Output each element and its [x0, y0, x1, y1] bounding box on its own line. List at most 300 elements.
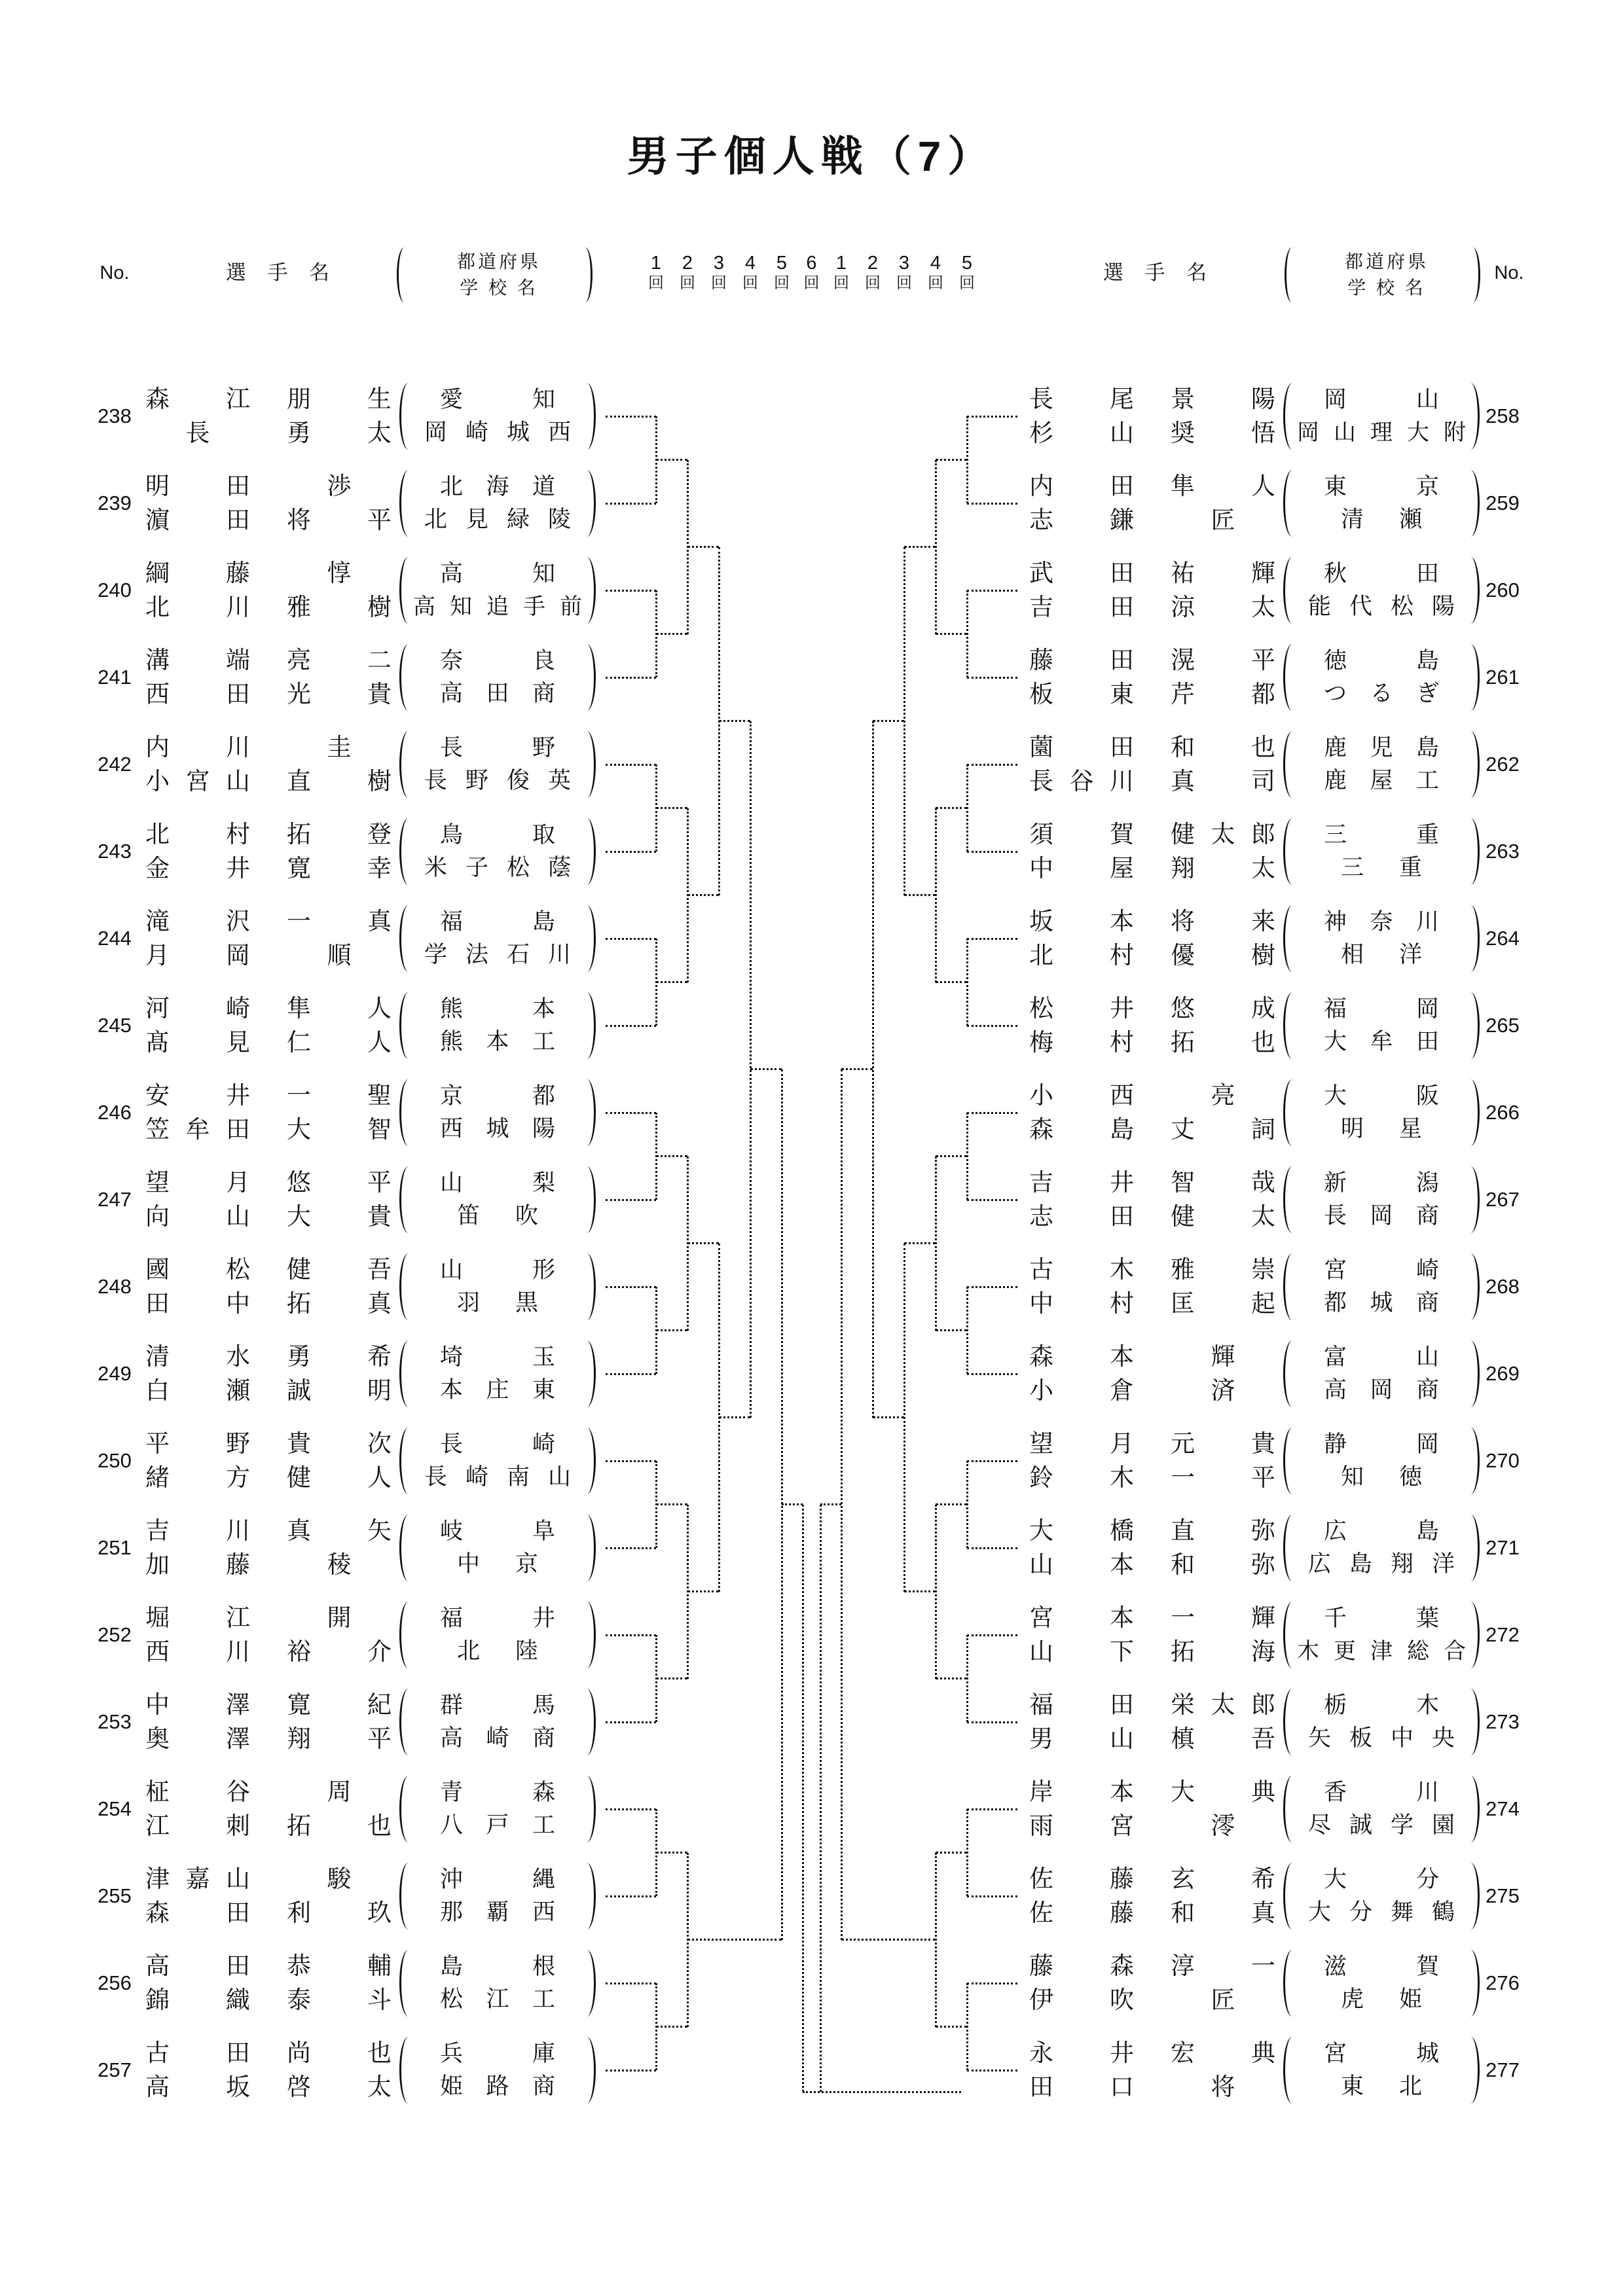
player2-surname: 高坂 [145, 2073, 250, 2100]
player1-row [1021, 469, 1283, 503]
affiliation-paren-close-icon [585, 1253, 596, 1320]
player1-row [137, 556, 399, 590]
bracket-line [936, 459, 967, 461]
affiliation-text [1294, 993, 1468, 1058]
entry-number: 241 [98, 666, 132, 689]
player2-givenname: 仁人 [287, 1029, 392, 1056]
player2-surname: 加藤 [145, 1551, 250, 1578]
player2-row [1021, 1635, 1283, 1669]
affiliation-paren-open-icon [399, 992, 410, 1059]
player1-givenname: 開 [327, 1604, 352, 1631]
player1-surname: 綱藤 [145, 560, 250, 586]
affiliation-paren-close-icon [585, 1863, 596, 1929]
affiliation-paren-open-icon [1283, 731, 1294, 798]
player2-row [137, 939, 399, 973]
affiliation-paren-open-icon [1283, 1602, 1294, 1668]
bracket-entry [1021, 550, 1525, 631]
bracket-line [687, 1590, 719, 1592]
round-suffix: 回 [711, 274, 727, 292]
affiliation-text [1294, 645, 1468, 710]
entry-affiliation [1283, 1863, 1480, 1929]
player1-row [1021, 1427, 1283, 1461]
affiliation-text [1294, 1167, 1468, 1232]
entry-number: 249 [98, 1362, 132, 1385]
bracket-line [967, 677, 1017, 679]
affiliation-paren-close-icon [585, 818, 596, 885]
affiliation-paren-open-icon [1283, 1863, 1294, 1929]
bracket-line [967, 1721, 1017, 1723]
player2-row [1021, 1809, 1283, 1843]
player2-givenname: 大貴 [287, 1203, 392, 1230]
prefecture-name: 埼玉 [440, 1344, 555, 1370]
bracket-entry [1021, 1856, 1525, 1937]
player1-surname: 武田 [1029, 560, 1134, 586]
affiliation-paren-close-icon [585, 2037, 596, 2104]
entry-player-names [137, 730, 399, 798]
entry-player-names [137, 1427, 399, 1495]
player2-surname: 長谷川 [1029, 768, 1134, 795]
round-label [735, 253, 765, 293]
school-name: 那覇西 [440, 1899, 555, 1925]
affiliation-text [1294, 471, 1468, 536]
bracket-entry [92, 1768, 596, 1850]
player2-givenname: 奨悟 [1171, 420, 1275, 446]
player1-givenname: 一真 [287, 908, 392, 935]
bracket-line [967, 938, 1017, 940]
affiliation-text [410, 906, 585, 971]
player1-surname: 吉川 [145, 1517, 250, 1544]
prefecture-name: 徳島 [1324, 648, 1439, 673]
bracket-entry [92, 724, 596, 805]
entry-player-names [137, 1514, 399, 1582]
affiliation-paren-close-icon [585, 1689, 596, 1755]
prefecture-name: 広島 [1324, 1518, 1439, 1544]
prefecture-name: 鹿児島 [1324, 735, 1439, 761]
prefecture-name: 大分 [1324, 1867, 1439, 1892]
entry-number: 267 [1486, 1188, 1520, 1211]
affiliation-paren-close-icon [585, 992, 596, 1059]
player1-givenname: 滉平 [1171, 647, 1275, 673]
affiliation-paren-close-icon [585, 905, 596, 972]
header-affiliation-line2: 学 校 名 [1347, 278, 1426, 298]
prefecture-name: 長崎 [440, 1431, 555, 1457]
player2-surname: 梅村 [1029, 1029, 1134, 1056]
bracket-line [606, 764, 656, 766]
bracket-entry [1021, 1507, 1525, 1588]
school-name: 羽黒 [457, 1290, 538, 1316]
player2-givenname: 誠明 [287, 1377, 392, 1404]
prefecture-name: 群馬 [440, 1693, 555, 1718]
bracket-line [967, 590, 1017, 592]
school-name: 八戸工 [440, 1812, 555, 1838]
header-paren-open-left-icon [397, 247, 408, 302]
affiliation-paren-close-icon [1468, 1863, 1480, 1929]
player1-givenname: 元貴 [1171, 1430, 1275, 1457]
header-no-right: No. [1494, 262, 1524, 283]
affiliation-paren-open-icon [399, 1515, 410, 1581]
player2-surname: 田口 [1029, 2073, 1134, 2100]
player2-row [1021, 1548, 1283, 1582]
player2-givenname: 丈詞 [1171, 1116, 1275, 1143]
player2-row [137, 1896, 399, 1930]
affiliation-text [1294, 1602, 1468, 1668]
entry-player-names [137, 643, 399, 711]
entry-affiliation [399, 470, 596, 537]
prefecture-name: 岡山 [1324, 387, 1439, 412]
entry-number: 264 [1486, 927, 1520, 950]
player1-surname: 須賀 [1029, 821, 1134, 848]
player1-surname: 古田 [145, 2039, 250, 2066]
player1-givenname: 寛紀 [287, 1691, 392, 1718]
bracket-entry [1021, 1681, 1525, 1763]
bracket-line [967, 503, 1017, 505]
round-number: 6 [806, 253, 817, 274]
bracket-line [687, 546, 719, 548]
bracket-line [967, 1286, 1017, 1288]
player1-surname: 宮本 [1029, 1604, 1134, 1631]
bracket-line [967, 1547, 1017, 1549]
school-name: 北陸 [457, 1638, 538, 1664]
round-suffix: 回 [865, 274, 881, 292]
player1-givenname: 宏典 [1171, 2039, 1275, 2066]
bracket-entry [92, 811, 596, 892]
player2-givenname: 裕介 [287, 1638, 392, 1665]
entry-player-names [1021, 643, 1283, 711]
player2-row [137, 764, 399, 798]
bracket-entry [92, 1420, 596, 1501]
player2-row [1021, 1722, 1283, 1756]
bracket-line [936, 1852, 967, 1854]
school-name: 岡山理大附 [1297, 420, 1466, 445]
player2-row [1021, 939, 1283, 973]
entry-player-names [1021, 1340, 1283, 1408]
round-number: 1 [835, 253, 847, 274]
bracket-line [967, 764, 1017, 766]
school-name: 姫路商 [440, 2073, 555, 2099]
entry-affiliation [399, 1166, 596, 1233]
prefecture-name: 福岡 [1324, 996, 1439, 1022]
bracket-line [904, 1590, 936, 1592]
page-title: 男子個人戦（7） [627, 133, 996, 180]
bracket-line [606, 938, 656, 940]
player2-givenname: 光貴 [287, 681, 392, 708]
player2-givenname: 将 [1211, 2073, 1235, 2100]
prefecture-name: 島根 [440, 1954, 555, 1979]
affiliation-text [1294, 1950, 1468, 2016]
player2-surname: 北川 [145, 594, 250, 620]
affiliation-paren-open-icon [399, 1602, 410, 1668]
affiliation-paren-close-icon [1468, 2037, 1480, 2104]
bracket-line [936, 2026, 967, 2028]
player2-row [1021, 416, 1283, 450]
player1-givenname: 亮 [1211, 1082, 1235, 1109]
prefecture-name: 秋田 [1324, 561, 1439, 586]
player2-surname: 杉山 [1029, 420, 1134, 446]
affiliation-paren-open-icon [1283, 1776, 1294, 1842]
header-affiliation-line1: 都道府県 [456, 251, 541, 272]
bracket-line [967, 1808, 1017, 1810]
affiliation-text [410, 1602, 585, 1668]
affiliation-paren-open-icon [1283, 557, 1294, 624]
entry-player-names [1021, 2036, 1283, 2104]
bracket-line [904, 1242, 936, 1244]
player2-row [1021, 1200, 1283, 1234]
affiliation-paren-close-icon [1468, 1427, 1480, 1494]
player1-givenname: 景陽 [1171, 386, 1275, 412]
affiliation-text [410, 558, 585, 623]
entry-number: 254 [98, 1797, 132, 1820]
affiliation-text [410, 1167, 585, 1232]
affiliation-paren-open-icon [399, 383, 410, 450]
player2-row [137, 1026, 399, 1060]
entry-affiliation [1283, 992, 1480, 1059]
bracket-line [606, 590, 656, 592]
player2-givenname: 匠 [1211, 507, 1235, 533]
player2-givenname: 勇太 [287, 420, 392, 446]
entry-player-names [137, 1079, 399, 1147]
affiliation-paren-close-icon [585, 1776, 596, 1842]
player2-surname: 山下 [1029, 1638, 1134, 1665]
affiliation-paren-open-icon [399, 1253, 410, 1320]
entry-number: 255 [98, 1884, 132, 1907]
player2-row [1021, 1896, 1283, 1930]
bracket-line [606, 1721, 656, 1723]
player1-givenname: 亮二 [287, 647, 392, 673]
player2-row [137, 852, 399, 886]
player2-surname: 伊吹 [1029, 1986, 1134, 2013]
bracket-entry [1021, 1072, 1525, 1153]
player2-givenname: 匡起 [1171, 1290, 1275, 1317]
player1-row [1021, 643, 1283, 677]
player1-givenname: 玄希 [1171, 1865, 1275, 1892]
school-name: 清瀬 [1341, 507, 1422, 532]
bracket-line [656, 981, 687, 983]
player2-givenname: 涼太 [1171, 594, 1275, 620]
player1-row [1021, 1688, 1283, 1722]
affiliation-text [1294, 1515, 1468, 1581]
entry-player-names [1021, 992, 1283, 1060]
bracket-line [687, 1242, 719, 1244]
affiliation-paren-close-icon [585, 731, 596, 798]
bracket-entry [92, 1681, 596, 1763]
affiliation-paren-open-icon [399, 1079, 410, 1146]
header-players-left: 選 手 名 [225, 261, 338, 284]
player1-givenname: 和也 [1171, 734, 1275, 761]
player2-surname: 男山 [1029, 1725, 1134, 1752]
entry-number: 238 [98, 404, 132, 427]
player2-row [137, 1548, 399, 1582]
bracket-line [606, 1460, 656, 1462]
bracket-line [904, 894, 936, 896]
bracket-entry [1021, 985, 1525, 1066]
player2-surname: 月岡 [145, 942, 250, 969]
entry-affiliation [1283, 1340, 1480, 1407]
school-name: 都城商 [1324, 1290, 1439, 1316]
player1-row [137, 1775, 399, 1809]
entry-affiliation [1283, 1950, 1480, 2017]
bracket-line [967, 416, 1017, 418]
player2-givenname: 利玖 [287, 1899, 392, 1926]
bracket-entry [92, 898, 596, 979]
entry-number: 277 [1486, 2058, 1520, 2081]
player2-surname: 板東 [1029, 681, 1134, 708]
affiliation-paren-close-icon [1468, 1253, 1480, 1320]
school-name: 長岡商 [1324, 1203, 1439, 1229]
player2-givenname: 拓海 [1171, 1638, 1275, 1665]
bracket-line [936, 981, 967, 983]
entry-player-names [1021, 1949, 1283, 2017]
prefecture-name: 鳥取 [440, 822, 555, 848]
bracket-line [687, 1939, 782, 1941]
bracket-entry [1021, 1943, 1525, 2024]
player1-givenname: 祐輝 [1171, 560, 1275, 586]
round-label [826, 253, 856, 293]
player1-surname: 松井 [1029, 995, 1134, 1022]
player2-row [137, 677, 399, 711]
affiliation-paren-open-icon [1283, 1340, 1294, 1407]
player1-givenname: 健吾 [287, 1256, 392, 1283]
player2-row [1021, 1113, 1283, 1147]
bracket-line [967, 1634, 1017, 1636]
player1-row [1021, 1166, 1283, 1200]
affiliation-paren-open-icon [1283, 1950, 1294, 2017]
bracket-entry [92, 463, 596, 544]
entry-affiliation [399, 1950, 596, 2017]
player2-row [137, 1113, 399, 1147]
entry-player-names [137, 556, 399, 624]
entry-affiliation [399, 992, 596, 1059]
school-name: 笛吹 [457, 1203, 538, 1229]
bracket-line [967, 1112, 1017, 1114]
bracket-line [656, 1503, 687, 1505]
affiliation-text [1294, 1428, 1468, 1494]
entry-player-names [137, 1862, 399, 1930]
school-name: 広島翔洋 [1308, 1551, 1455, 1577]
entry-number: 266 [1486, 1101, 1520, 1124]
school-name: 明星 [1341, 1116, 1422, 1141]
player1-surname: 清水 [145, 1343, 250, 1370]
round-suffix: 回 [928, 274, 943, 292]
entry-player-names [1021, 382, 1283, 450]
entry-player-names [137, 1253, 399, 1321]
header-affiliation-left [420, 249, 577, 301]
bracket-line [606, 851, 656, 853]
affiliation-paren-close-icon [1468, 731, 1480, 798]
bracket-entry [92, 376, 596, 457]
round-number: 2 [867, 253, 879, 274]
player2-surname: 中屋 [1029, 855, 1134, 882]
entry-affiliation [399, 905, 596, 972]
player1-surname: 内田 [1029, 473, 1134, 499]
player1-row [137, 1601, 399, 1635]
player2-row [137, 1287, 399, 1321]
affiliation-text [1294, 732, 1468, 797]
player1-row [137, 1166, 399, 1200]
bracket-entry [1021, 1420, 1525, 1501]
bracket-line [782, 1503, 803, 1505]
player2-givenname: 槙吾 [1171, 1725, 1275, 1752]
affiliation-paren-open-icon [399, 2037, 410, 2104]
player2-givenname: 澪 [1211, 1812, 1235, 1839]
prefecture-name: 栃木 [1324, 1693, 1439, 1718]
player1-givenname: 隼人 [1171, 473, 1275, 499]
header-affiliation-line1: 都道府県 [1344, 251, 1429, 272]
player2-givenname: 匠 [1211, 1986, 1235, 2013]
player2-surname: 北村 [1029, 942, 1134, 969]
school-name: 虎姫 [1341, 1986, 1422, 2012]
affiliation-paren-close-icon [1468, 383, 1480, 450]
affiliation-text [410, 1515, 585, 1581]
bracket-line [873, 1416, 904, 1418]
affiliation-text [410, 819, 585, 884]
affiliation-text [410, 2037, 585, 2103]
entry-number: 260 [1486, 579, 1520, 601]
prefecture-name: 宮崎 [1324, 1257, 1439, 1283]
round-number: 3 [898, 253, 910, 274]
entry-number: 268 [1486, 1275, 1520, 1298]
affiliation-text [410, 1863, 585, 1929]
school-name: 中京 [457, 1551, 538, 1577]
entry-affiliation [399, 1602, 596, 1668]
player2-surname: 西田 [145, 681, 250, 708]
affiliation-text [1294, 2037, 1468, 2103]
prefecture-name: 青森 [440, 1780, 555, 1805]
player1-surname: 内川 [145, 734, 250, 761]
affiliation-paren-open-icon [399, 731, 410, 798]
player1-givenname: 朋生 [287, 386, 392, 412]
entry-number: 251 [98, 1536, 132, 1559]
player2-surname: 江刺 [145, 1812, 250, 1839]
entry-number: 265 [1486, 1014, 1520, 1037]
header-affiliation-line2: 学 校 名 [460, 278, 538, 298]
player1-row [1021, 817, 1283, 852]
bracket-line [719, 720, 750, 722]
round-suffix: 回 [833, 274, 849, 292]
player1-row [137, 1427, 399, 1461]
bracket-entry [1021, 1333, 1525, 1414]
player2-surname: 雨宮 [1029, 1812, 1134, 1839]
prefecture-name: 長野 [440, 735, 555, 761]
bracket-line [606, 1199, 656, 1201]
bracket-line [606, 1808, 656, 1810]
entry-player-names [1021, 1688, 1283, 1756]
round-label [952, 253, 982, 293]
bracket-line [936, 1155, 967, 1157]
player2-row [1021, 1374, 1283, 1408]
header-affiliation-right [1308, 249, 1465, 301]
prefecture-name: 沖縄 [440, 1867, 555, 1892]
affiliation-paren-open-icon [1283, 1253, 1294, 1320]
entry-number: 256 [98, 1971, 132, 1994]
player1-row [1021, 1079, 1283, 1113]
entry-number: 275 [1486, 1884, 1520, 1907]
school-name: 木更津総合 [1297, 1639, 1466, 1664]
affiliation-paren-open-icon [399, 644, 410, 711]
round-number: 4 [930, 253, 941, 274]
round-number: 5 [961, 253, 973, 274]
player1-surname: 溝端 [145, 647, 250, 673]
entry-number: 261 [1486, 666, 1520, 689]
player1-row [137, 469, 399, 503]
player1-row [137, 905, 399, 939]
bracket-line [606, 1025, 656, 1027]
entry-player-names [1021, 1427, 1283, 1495]
player1-givenname: 一聖 [287, 1082, 392, 1109]
round-label [704, 253, 734, 293]
affiliation-paren-open-icon [1283, 992, 1294, 1059]
player2-givenname: 寛幸 [287, 855, 392, 882]
affiliation-paren-open-icon [399, 1863, 410, 1929]
